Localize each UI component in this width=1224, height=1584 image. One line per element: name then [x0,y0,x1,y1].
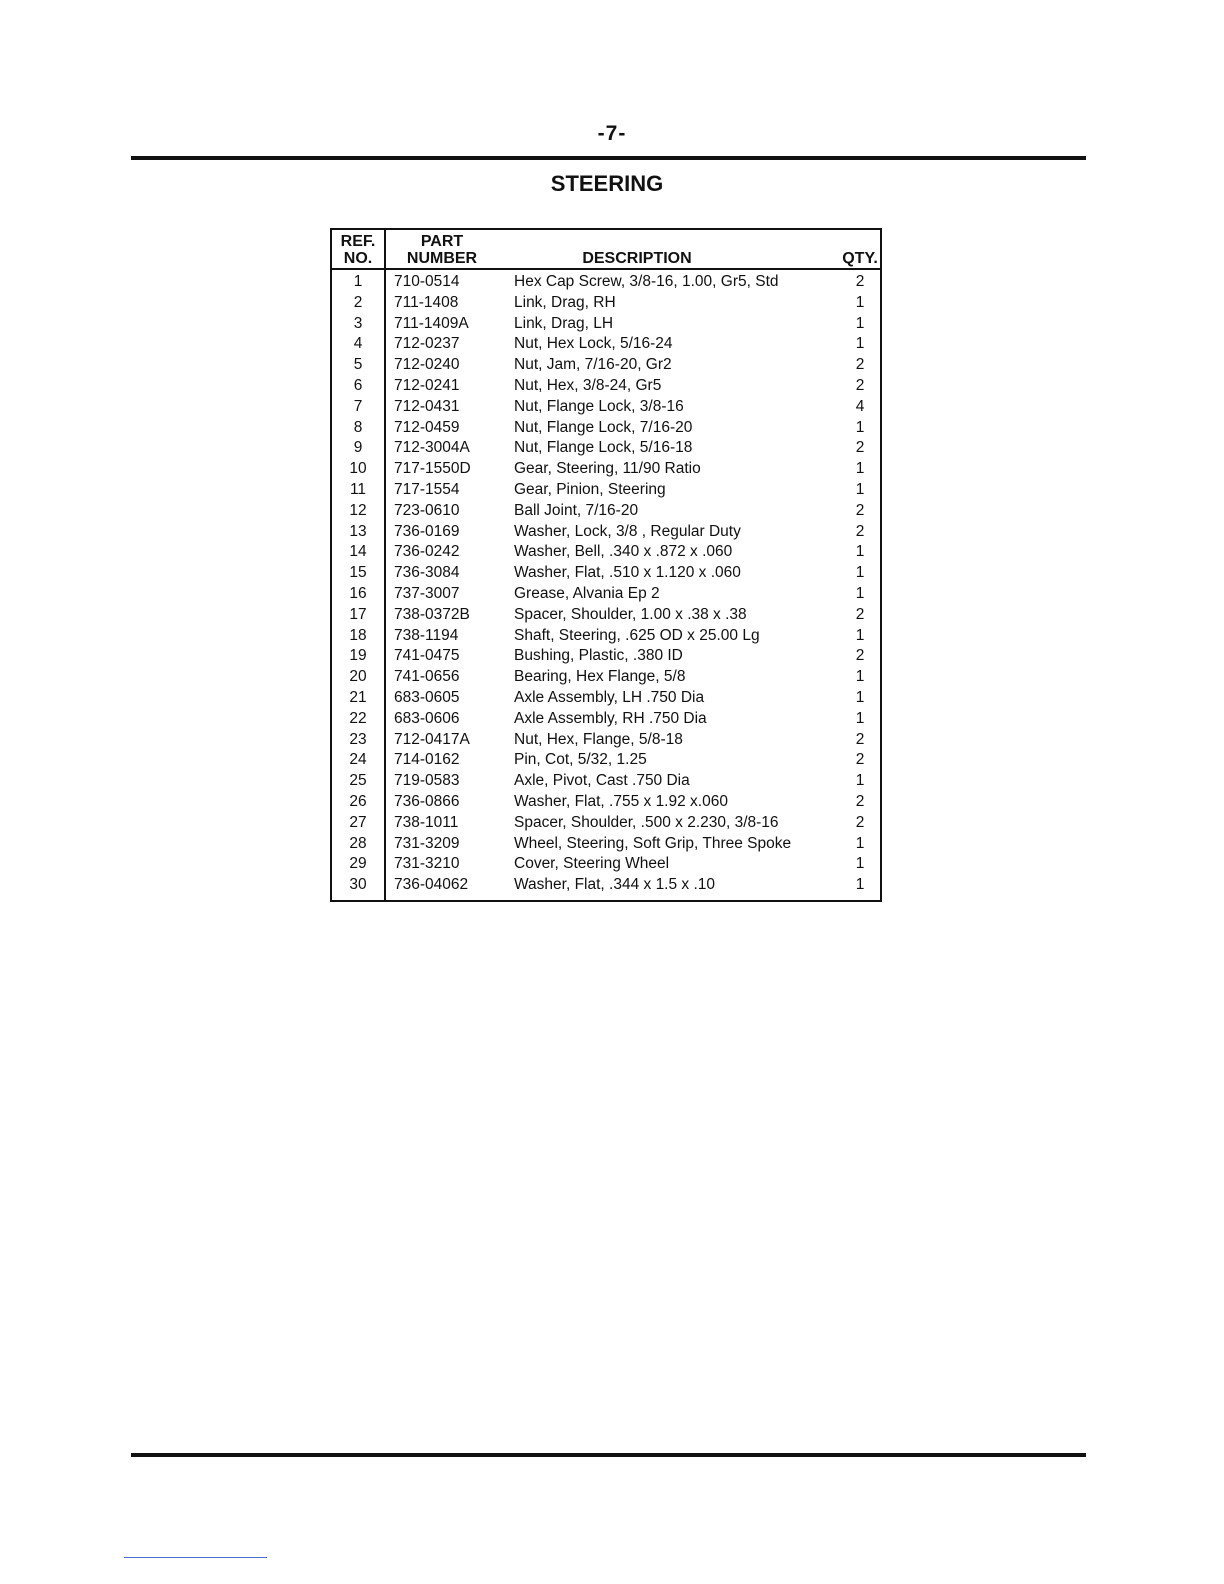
qty-cell: 2 [855,647,865,665]
qty-cell: 4 [855,397,865,415]
qty-cell: 1 [855,688,865,706]
part-number-cell: 738-0372B [394,605,470,623]
part-number-cell: 712-0417A [394,730,470,748]
table-row [332,479,880,500]
qty-cell: 2 [855,813,865,831]
table-row [332,666,880,687]
description-cell: Bushing, Plastic, .380 ID [514,647,683,665]
description-cell: Gear, Steering, 11/90 Ratio [514,460,701,478]
ref-no-cell: 18 [349,626,367,644]
description-cell: Washer, Bell, .340 x .872 x .060 [514,543,733,561]
ref-no-cell: 2 [353,293,363,311]
qty-cell: 1 [855,480,865,498]
table-row [332,583,880,604]
qty-cell: 1 [855,876,865,894]
part-number-cell: 736-3084 [394,564,460,582]
qty-cell: 2 [855,730,865,748]
part-number-cell: 712-0241 [394,376,460,394]
header-ref-no [332,233,384,267]
table-row [332,645,880,666]
description-cell: Gear, Pinion, Steering [514,480,666,498]
part-number-cell: 738-1194 [394,626,459,644]
part-number-cell: 711-1408 [394,293,459,311]
description-cell: Nut, Jam, 7/16-20, Gr2 [514,356,672,374]
table-row [332,292,880,313]
qty-cell: 1 [855,335,865,353]
table-row [332,749,880,770]
description-cell: Link, Drag, RH [514,293,616,311]
header-divider [332,268,880,270]
table-body [332,271,880,895]
description-cell: Axle Assembly, RH .750 Dia [514,709,707,727]
ref-no-cell: 5 [353,356,363,374]
part-number-cell: 736-04062 [394,876,469,894]
part-number-cell: 714-0162 [394,751,460,769]
qty-cell: 2 [855,273,865,290]
description-cell: Cover, Steering Wheel [514,855,670,873]
part-number-cell: 736-0866 [394,792,460,810]
description-cell: Wheel, Steering, Soft Grip, Three Spoke [514,834,792,852]
table-row [332,354,880,375]
table-row [332,729,880,750]
header-part-line2: NUMBER [406,250,478,267]
description-cell: Nut, Flange Lock, 3/8-16 [514,397,684,415]
description-cell: Washer, Flat, .755 x 1.92 x.060 [514,792,728,810]
qty-cell: 1 [855,709,865,727]
part-number-cell: 710-0514 [394,273,460,290]
table-row [332,437,880,458]
part-number-cell: 736-0242 [394,543,460,561]
part-number-cell: 712-3004A [394,439,470,457]
part-number-cell: 737-3007 [394,584,460,602]
qty-cell: 2 [855,376,865,394]
table-row [332,812,880,833]
ref-no-cell: 8 [353,418,363,436]
description-cell: Nut, Flange Lock, 5/16-18 [514,439,693,457]
bottom-divider [131,1453,1086,1457]
ref-no-cell: 22 [349,709,367,727]
ref-no-cell: 24 [349,751,367,769]
ref-no-cell: 21 [349,688,367,706]
table-row [332,333,880,354]
table-row [332,521,880,542]
table-row [332,687,880,708]
part-number-cell: 731-3210 [394,855,460,873]
ref-no-cell: 12 [349,501,367,519]
page-number: -7- [597,122,627,145]
part-number-cell: 712-0240 [394,356,460,374]
table-row [332,271,880,292]
table-row [332,313,880,334]
description-cell: Nut, Flange Lock, 7/16-20 [514,418,693,436]
ref-no-cell: 20 [349,668,367,686]
ref-no-cell: 28 [349,834,367,852]
qty-cell: 2 [855,751,865,769]
qty-cell: 1 [855,668,865,686]
description-cell: Axle Assembly, LH .750 Dia [514,688,705,706]
qty-cell: 1 [855,543,865,561]
ref-no-cell: 7 [353,397,363,415]
description-cell: Hex Cap Screw, 3/8-16, 1.00, Gr5, Std [514,273,779,290]
table-row [332,500,880,521]
table-row [332,562,880,583]
qty-cell: 1 [855,834,865,852]
table-row [332,396,880,417]
qty-cell: 1 [855,584,865,602]
qty-cell: 1 [855,460,865,478]
qty-cell: 2 [855,522,865,540]
qty-cell: 1 [855,314,865,332]
ref-no-cell: 19 [349,647,367,665]
description-cell: Nut, Hex Lock, 5/16-24 [514,335,673,353]
ref-no-cell: 4 [353,335,363,353]
description-cell: Pin, Cot, 5/32, 1.25 [514,751,647,769]
header-ref-line2: NO. [343,250,373,267]
part-number-cell: 712-0459 [394,418,460,436]
ref-no-cell: 25 [349,772,367,790]
ref-no-cell: 16 [349,584,367,602]
part-number-cell: 719-0583 [394,772,460,790]
ref-no-cell: 26 [349,792,367,810]
table-row [332,853,880,874]
header-description: DESCRIPTION [582,250,692,267]
ref-no-cell: 29 [349,855,367,873]
qty-cell: 2 [855,501,865,519]
qty-cell: 1 [855,418,865,436]
header-ref-line1: REF. [340,233,376,250]
part-number-cell: 712-0237 [394,335,460,353]
ref-no-cell: 1 [353,273,363,290]
ref-no-cell: 14 [349,543,367,561]
part-number-cell: 731-3209 [394,834,460,852]
table-row [332,375,880,396]
table-row [332,417,880,438]
table-row [332,604,880,625]
header-part-number [392,233,492,267]
description-cell: Bearing, Hex Flange, 5/8 [514,668,686,686]
description-cell: Washer, Flat, .344 x 1.5 x .10 [514,876,716,894]
part-number-cell: 683-0605 [394,688,460,706]
ref-no-cell: 23 [349,730,367,748]
description-cell: Washer, Lock, 3/8 , Regular Duty [514,522,741,540]
description-cell: Spacer, Shoulder, .500 x 2.230, 3/8-16 [514,813,779,831]
part-number-cell: 717-1554 [394,480,460,498]
qty-cell: 1 [855,564,865,582]
ref-no-cell: 9 [353,439,363,457]
description-cell: Nut, Hex, Flange, 5/8-18 [514,730,683,748]
part-number-cell: 717-1550D [394,460,471,478]
ref-no-cell: 17 [349,605,367,623]
description-cell: Link, Drag, LH [514,314,614,332]
ref-no-cell: 6 [353,376,363,394]
qty-cell: 1 [855,293,865,311]
description-cell: Grease, Alvania Ep 2 [514,584,660,602]
ref-no-cell: 27 [349,813,367,831]
ref-no-cell: 3 [353,314,363,332]
description-cell: Axle, Pivot, Cast .750 Dia [514,772,690,790]
qty-cell: 2 [855,605,865,623]
part-number-cell: 741-0475 [394,647,460,665]
ref-no-cell: 30 [349,876,367,894]
header-part-line1: PART [420,233,464,250]
parts-table [330,228,882,902]
qty-cell: 1 [855,772,865,790]
table-row [332,541,880,562]
section-title: STEERING [550,171,664,196]
qty-cell: 2 [855,439,865,457]
qty-cell: 1 [855,855,865,873]
table-row [332,791,880,812]
part-number-cell: 711-1409A [394,314,469,332]
description-cell: Nut, Hex, 3/8-24, Gr5 [514,376,662,394]
description-cell: Ball Joint, 7/16-20 [514,501,639,519]
footer-link-underline [124,1557,267,1558]
ref-no-cell: 10 [349,460,367,478]
qty-cell: 2 [855,792,865,810]
table-row [332,770,880,791]
part-number-cell: 738-1011 [394,813,459,831]
part-number-cell: 723-0610 [394,501,460,519]
table-row [332,833,880,854]
qty-cell: 1 [855,626,865,644]
table-row [332,708,880,729]
description-cell: Washer, Flat, .510 x 1.120 x .060 [514,564,741,582]
ref-no-cell: 13 [349,522,367,540]
part-number-cell: 741-0656 [394,668,460,686]
ref-no-cell: 15 [349,564,367,582]
part-number-cell: 683-0606 [394,709,460,727]
description-cell: Spacer, Shoulder, 1.00 x .38 x .38 [514,605,747,623]
header-qty: QTY. [842,250,878,267]
part-number-cell: 712-0431 [394,397,460,415]
table-row [332,458,880,479]
table-row [332,625,880,646]
table-row [332,874,880,895]
ref-no-cell: 11 [349,480,367,498]
top-divider [131,156,1086,160]
part-number-cell: 736-0169 [394,522,460,540]
description-cell: Shaft, Steering, .625 OD x 25.00 Lg [514,626,760,644]
qty-cell: 2 [855,356,865,374]
